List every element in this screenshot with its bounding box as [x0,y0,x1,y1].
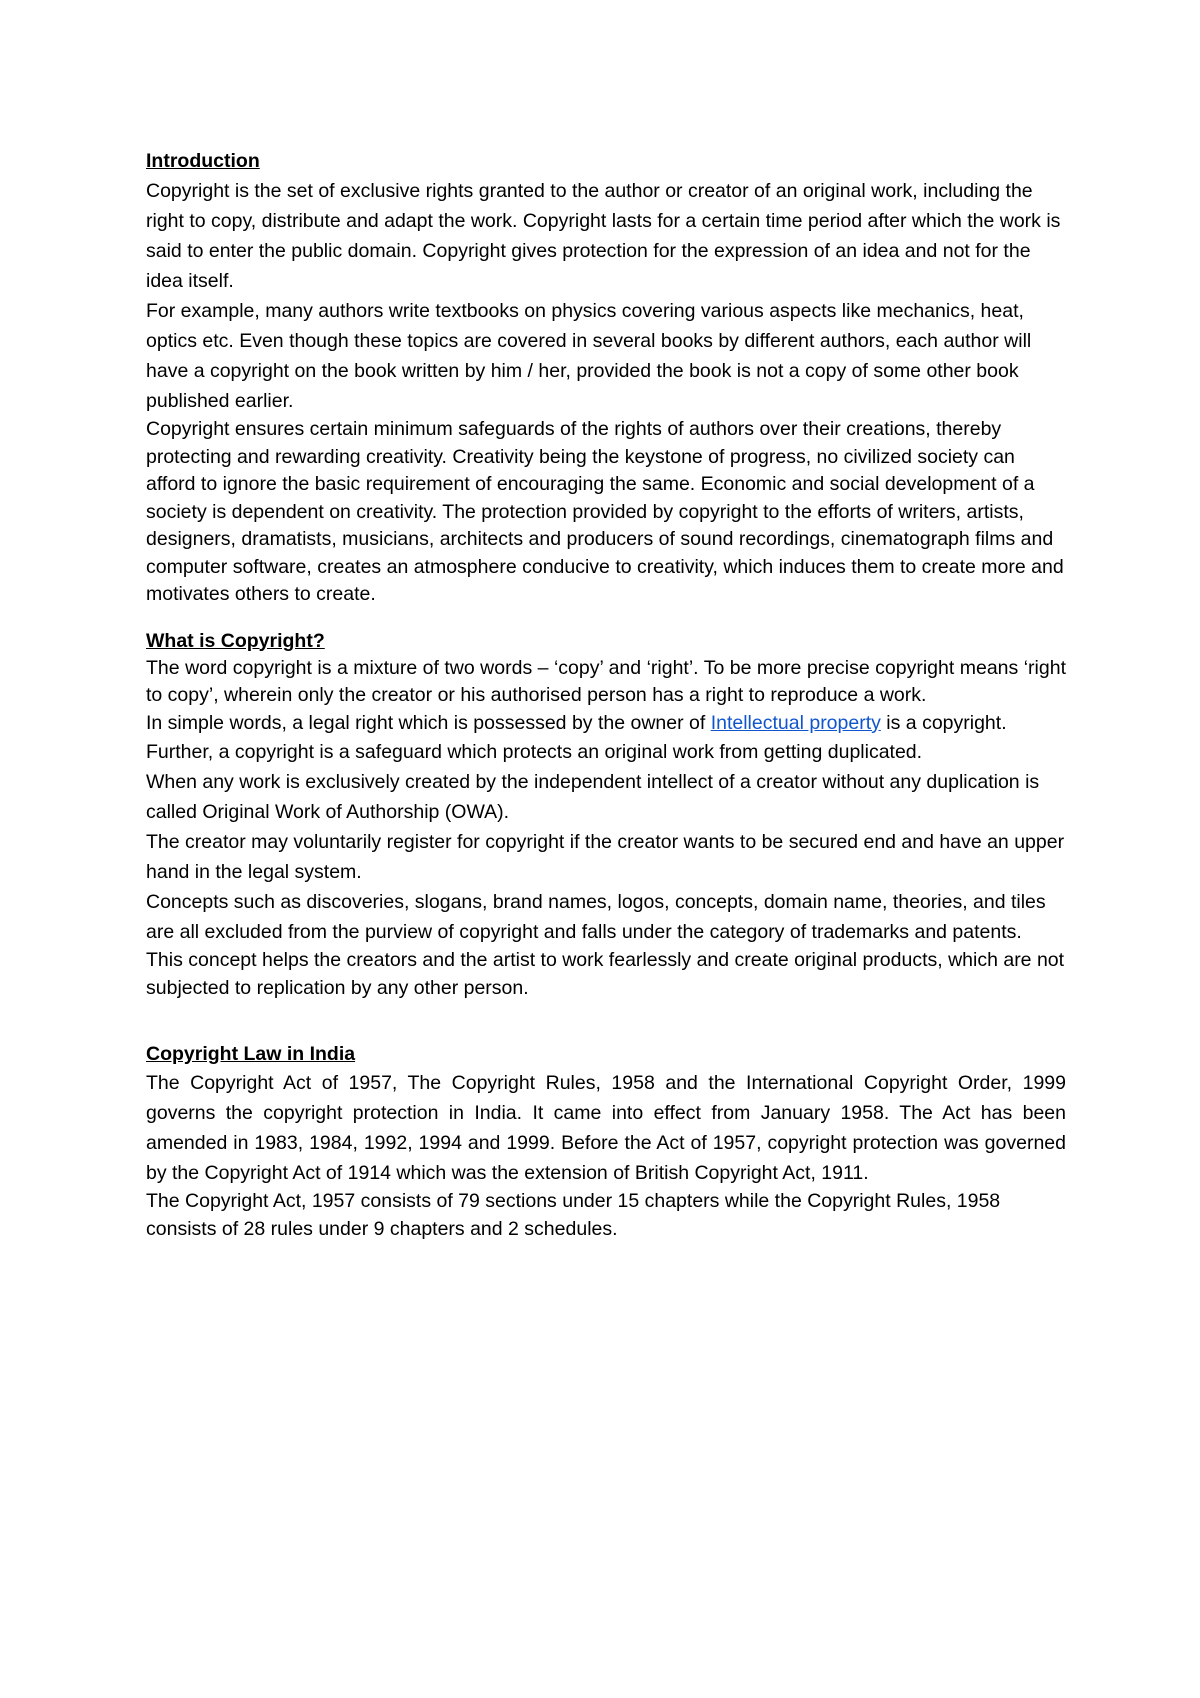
law-paragraph-1: The Copyright Act of 1957, The Copyright Rules, 1958 and the International Copyright Order, 1999 governs the copyright protection in India. It came into effect from January 1958. The Act has been amended in 1983, 1984, 1992, 1994 and 1999. Before the Act of 1957, copyright protection was governed by the Copyright Act of 1914 which was the extension of British Copyright Act, 1911. [146,1072,1066,1184]
what-paragraph-7: This concept helps the creators and the artist to work fearlessly and create original products, which are not subjected to replication by any other person. [146,949,1065,999]
section-copyright-law-india [146,1040,1066,1243]
what-paragraph-2-before: In simple words, a legal right which is possessed by the owner of [146,711,711,734]
what-paragraph-6: Concepts such as discoveries, slogans, brand names, logos, concepts, domain name, theories, and tiles are all excluded from the purview of copyright and falls under the category of trademarks and patents. [146,891,1046,943]
intro-paragraph-3: Copyright ensures certain minimum safeguards of the rights of authors over their creations, thereby protecting and rewarding creativity. Creativity being the keystone of progress, no civilized society can afford to ignore the basic requirement of encouraging the same. Economic and social development of a society is dependent on creativity. The protection provided by copyright to the efforts of writers, artists, designers, dramatists, musicians, architects and producers of sound recordings, cinematograph films and computer software, creates an atmosphere conducive to creativity, which induces them to create more and motivates others to create. [146,418,1064,605]
what-paragraph-1: The word copyright is a mixture of two words – ‘copy’ and ‘right’. To be more precise copyright means ‘right to copy’, wherein only the creator or his authorised person has a right to reproduce a work. [146,656,1066,706]
spacer [146,609,1066,627]
intellectual-property-link[interactable]: Intellectual property [710,711,881,734]
heading-copyright-law-india: Copyright Law in India [146,1043,356,1065]
document-page [146,146,1066,1243]
law-paragraph-2: The Copyright Act, 1957 consists of 79 sections under 15 chapters while the Copyright Rules, 1958 consists of 28 rules under 9 chapters and 2 schedules. [146,1190,1001,1240]
intro-paragraph-2: For example, many authors write textbooks on physics covering various aspects like mechanics, heat, optics etc. Even though these topics are covered in several books by different authors, each author will have a copyright on the book written by him / her, provided the book is not a copy of some other book published earlier. [146,300,1032,412]
what-paragraph-3: Further, a copyright is a safeguard which protects an original work from getting duplicated. [146,741,923,763]
what-paragraph-2-after: is a copyright. [880,711,1007,734]
intro-paragraph-1: Copyright is the set of exclusive rights granted to the author or creator of an original work, including the right to copy, distribute and adapt the work. Copyright lasts for a certain time period after which the work is said to enter the public domain. Copyright gives protection for the expression of an idea and not for the idea itself. [146,180,1061,292]
spacer [146,1002,1066,1040]
section-what-is-copyright [146,627,1066,1003]
what-paragraph-4: When any work is exclusively created by the independent intellect of a creator without any duplication is called Original Work of Authorship (OWA). [146,771,1040,823]
what-paragraph-2 [146,710,1066,738]
what-paragraph-5: The creator may voluntarily register for copyright if the creator wants to be secured end and have an upper hand in the legal system. [146,831,1065,883]
heading-what-is-copyright: What is Copyright? [146,629,325,652]
section-introduction [146,146,1066,609]
heading-introduction: Introduction [146,150,260,172]
